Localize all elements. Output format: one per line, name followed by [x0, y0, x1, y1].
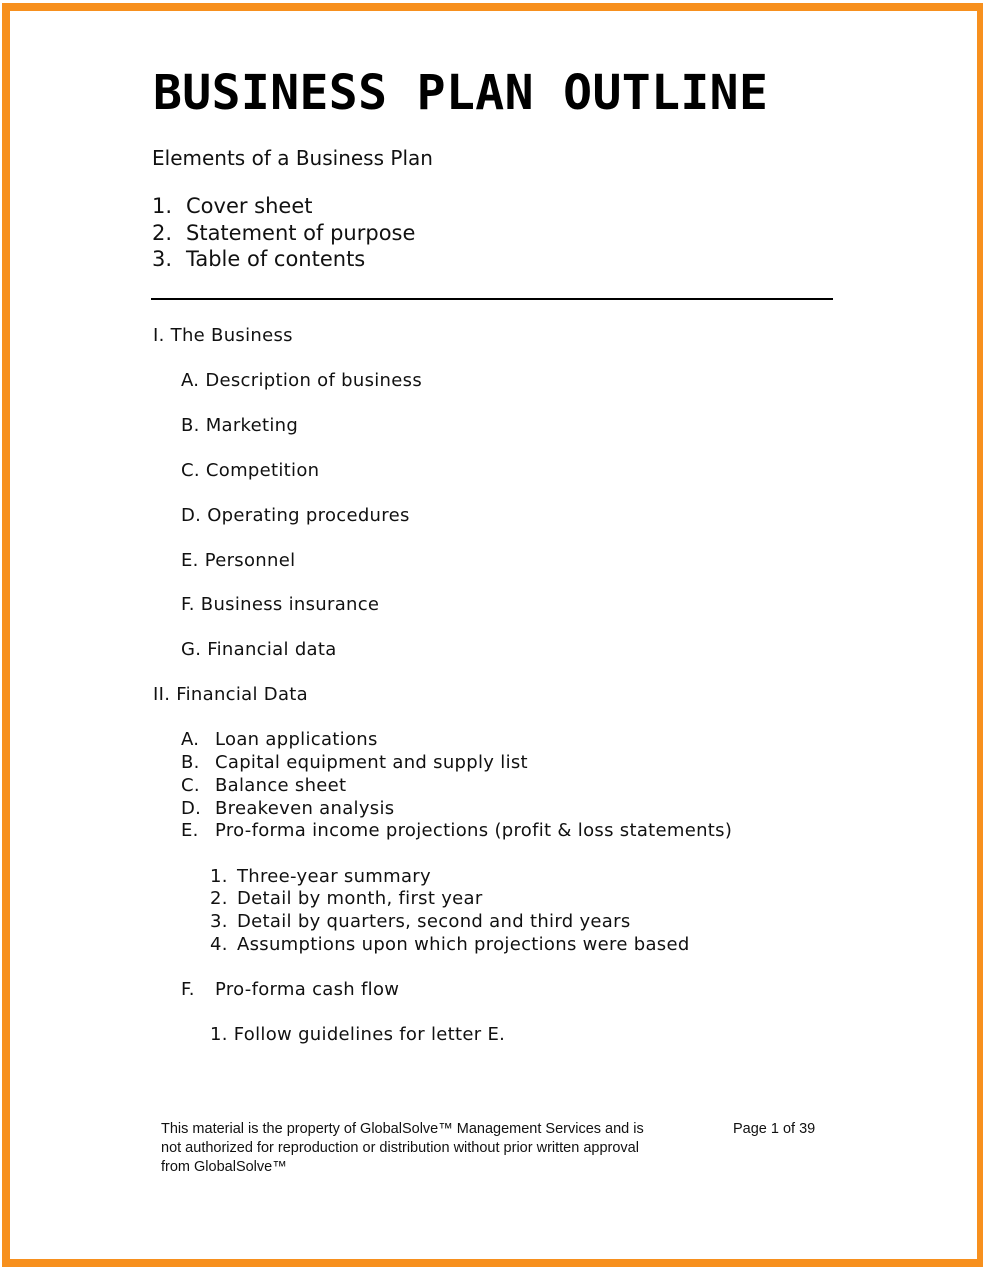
sub-item-number: 4. — [210, 934, 228, 955]
section-heading-financial-data: II. Financial Data — [153, 684, 308, 705]
sub-item-text: Detail by quarters, second and third years — [237, 911, 631, 932]
sub-item — [210, 934, 690, 956]
outline-item-text: Pro-forma cash flow — [215, 979, 400, 1000]
list-item-number: 3. — [152, 247, 173, 271]
outline-item-text: Pro-forma income projections (profit & loss statements) — [215, 820, 733, 841]
list-item — [152, 193, 415, 220]
copyright-notice-line: This material is the property of GlobalSolve™ Management Services and is — [161, 1121, 644, 1137]
outline-item: F. Business insurance — [181, 594, 380, 615]
outline-item-text: Capital equipment and supply list — [215, 752, 528, 773]
list-item — [152, 246, 415, 273]
outline-item-text: Breakeven analysis — [215, 798, 395, 819]
sub-item: 1. Follow guidelines for letter E. — [210, 1024, 506, 1045]
list-item-text: Table of contents — [186, 247, 366, 271]
outline-item-letter: D. — [181, 798, 202, 819]
outline-item: D. Operating procedures — [181, 505, 410, 526]
sub-item-number: 2. — [210, 888, 228, 909]
outline-item-letter: B. — [181, 752, 200, 773]
outline-item — [181, 820, 732, 842]
outline-item — [181, 775, 346, 797]
document-title: BUSINESS PLAN OUTLINE — [153, 65, 769, 121]
outline-item: G. Financial data — [181, 639, 337, 660]
horizontal-divider — [151, 298, 833, 300]
copyright-notice-line: from GlobalSolve™ — [161, 1159, 287, 1175]
sub-item — [210, 866, 431, 888]
list-item-text: Statement of purpose — [186, 220, 416, 245]
outline-item — [181, 729, 378, 751]
sub-item — [210, 911, 631, 933]
outline-item-text: Loan applications — [215, 729, 378, 750]
outline-item — [181, 752, 528, 774]
outline-item-letter: F. — [181, 979, 195, 1000]
outline-item: B. Marketing — [181, 415, 299, 436]
outline-item: E. Personnel — [181, 550, 296, 571]
outline-item-letter: C. — [181, 775, 200, 796]
plan-elements-list — [152, 193, 415, 273]
sub-item-number: 3. — [210, 911, 228, 932]
outline-item — [181, 798, 394, 820]
copyright-notice — [161, 1120, 701, 1177]
sub-item-number: 1. — [210, 866, 228, 887]
outline-item-text: Balance sheet — [215, 775, 347, 796]
outline-item-letter: E. — [181, 820, 199, 841]
outline-item — [181, 979, 399, 1001]
page-number: Page 1 of 39 — [733, 1121, 816, 1137]
sub-item — [210, 888, 483, 910]
sub-item-text: Detail by month, first year — [237, 888, 483, 909]
document-subtitle: Elements of a Business Plan — [152, 146, 433, 170]
list-item — [152, 220, 415, 247]
outline-item: C. Competition — [181, 460, 320, 481]
outline-item-letter: A. — [181, 729, 200, 750]
outline-item: A. Description of business — [181, 370, 422, 391]
sub-item-text: Three-year summary — [237, 866, 431, 887]
list-item-number: 1. — [152, 194, 173, 218]
section-heading-business: I. The Business — [153, 325, 293, 346]
list-item-number: 2. — [152, 220, 173, 245]
list-item-text: Cover sheet — [186, 194, 313, 218]
sub-item-text: Assumptions upon which projections were based — [237, 934, 690, 955]
copyright-notice-line: not authorized for reproduction or distribution without prior written approval — [161, 1140, 639, 1156]
